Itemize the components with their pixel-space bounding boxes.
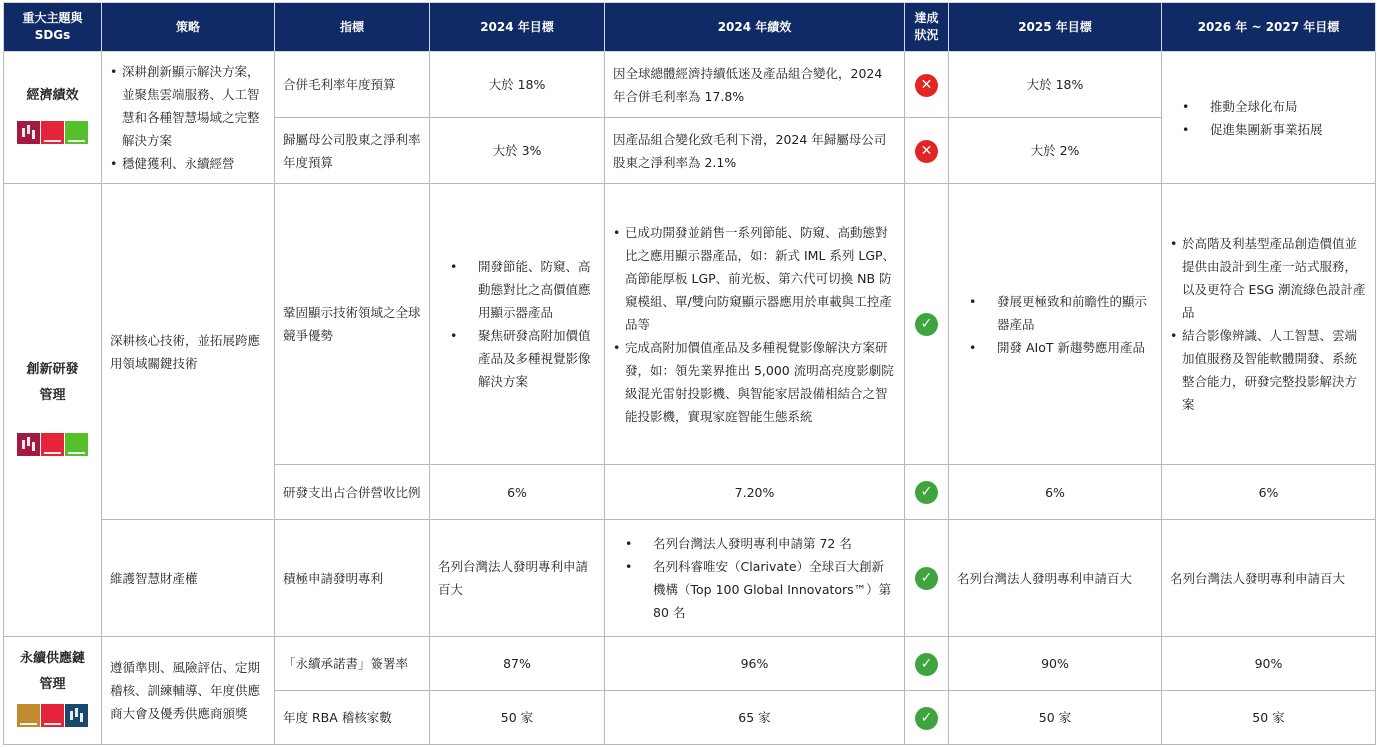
theme-economic: [4, 52, 102, 184]
target-2024-cell: 名列台灣法人發明專利申請百大: [430, 520, 605, 637]
esg-goals-table: [3, 2, 1376, 745]
sdg-icons: [17, 121, 88, 144]
list-item: • 已成功開發並銷售一系列節能、防窺、高動態對比之應用顯示器產品，如：新式 IML 系列 LGP、高節能厚板 LGP、前光板、第六代可切換 NB 防窺模組、單/雙向防窺顯示器應用於車載與工控產品等: [613, 221, 896, 336]
check-circle-icon: ✓: [915, 313, 938, 336]
theme-innovation: [4, 184, 102, 637]
indicator-cell: 合併毛利率年度預算: [275, 52, 430, 118]
target-2024-cell: 6%: [430, 465, 605, 520]
list-item: • 完成高附加價值產品及多種視覺影像解決方案研發，如：領先業界推出 5,000 流明高亮度影劇院級混光雷射投影機、與智能家居設備相結合之智能投影機，實現家庭智能生態系統: [613, 336, 896, 428]
header-target-2026-2027: 2026 年 ~ 2027 年目標: [1162, 3, 1376, 52]
target-2026-cell: [1162, 184, 1376, 465]
x-circle-icon: ✕: [915, 140, 938, 163]
status-cell: [905, 465, 949, 520]
indicator-cell: 鞏固顯示技術領域之全球競爭優勢: [275, 184, 430, 465]
theme-name: 管理: [39, 387, 66, 403]
list-item: • 名列科睿唯安（Clarivate）全球百大創新機構（Top 100 Global Innovators™）第 80 名: [613, 555, 896, 624]
list-item: • 穩健獲利、永續經營: [110, 152, 266, 175]
table-row: [4, 637, 1376, 691]
theme-name: 創新研發: [26, 361, 79, 377]
header-performance-2024: 2024 年績效: [605, 3, 905, 52]
strategy-innovation: 深耕核心技術，並拓展跨應用領域關鍵技術: [102, 184, 275, 520]
list-item: • 聚焦研發高附加價值產品及多種視覺影像解決方案: [438, 324, 596, 393]
sdg-12-icon: [17, 704, 40, 727]
list-item: • 推動全球化布局: [1170, 95, 1367, 118]
indicator-cell: 研發支出占合併營收比例: [275, 465, 430, 520]
table-row: [4, 184, 1376, 465]
header-status: 達成 狀況: [905, 3, 949, 52]
sdg-8-icon: [17, 433, 40, 456]
list-item: • 結合影像辨識、人工智慧、雲端加值服務及智能軟體開發、系統整合能力，研發完整投影解決方案: [1170, 324, 1367, 416]
performance-2024-cell: 96%: [605, 637, 905, 691]
strategy-ip: 維護智慧財產權: [102, 520, 275, 637]
sdg-3-icon: [65, 433, 88, 456]
status-cell: [905, 637, 949, 691]
list-item: • 深耕創新顯示解決方案，並聚焦雲端服務、人工智慧和各種智慧場域之完整解決方案: [110, 60, 266, 152]
target-2025-cell: 名列台灣法人發明專利申請百大: [949, 520, 1162, 637]
performance-2024-cell: 65 家: [605, 691, 905, 745]
table-row: [4, 520, 1376, 637]
target-2024-cell: [430, 184, 605, 465]
target-2024-cell: 87%: [430, 637, 605, 691]
theme-name: 管理: [39, 677, 66, 692]
header-row: [4, 3, 1376, 52]
status-cell: [905, 184, 949, 465]
target-2025-cell: 90%: [949, 637, 1162, 691]
sdg-icons: [17, 433, 88, 456]
target-2026-cell: 名列台灣法人發明專利申請百大: [1162, 520, 1376, 637]
target-2025-cell: 50 家: [949, 691, 1162, 745]
target-2026-economic: [1162, 52, 1376, 184]
sdg-8-icon: [17, 121, 40, 144]
target-2026-cell: 50 家: [1162, 691, 1376, 745]
target-2024-cell: 大於 18%: [430, 52, 605, 118]
check-circle-icon: ✓: [915, 567, 938, 590]
indicator-cell: 積極申請發明專利: [275, 520, 430, 637]
x-circle-icon: ✕: [915, 74, 938, 97]
strategy-economic: [102, 52, 275, 184]
sdg-icons: [17, 704, 88, 727]
header-target-2024: 2024 年目標: [430, 3, 605, 52]
status-cell: [905, 118, 949, 184]
status-cell: [905, 52, 949, 118]
check-circle-icon: ✓: [915, 653, 938, 676]
performance-2024-cell: 因產品組合變化致毛利下滑，2024 年歸屬母公司股東之淨利率為 2.1%: [605, 118, 905, 184]
target-2025-cell: [949, 184, 1162, 465]
target-2026-cell: 6%: [1162, 465, 1376, 520]
sdg-5-icon: [41, 704, 64, 727]
header-indicator: 指標: [275, 3, 430, 52]
sdg-3-icon: [65, 121, 88, 144]
target-2025-cell: 大於 2%: [949, 118, 1162, 184]
indicator-cell: 歸屬母公司股東之淨利率年度預算: [275, 118, 430, 184]
performance-2024-cell: 7.20%: [605, 465, 905, 520]
header-strategy: 策略: [102, 3, 275, 52]
list-item: • 開發 AIoT 新趨勢應用產品: [957, 336, 1153, 359]
performance-2024-cell: [605, 520, 905, 637]
indicator-cell: 「永續承諾書」簽署率: [275, 637, 430, 691]
target-2025-cell: 大於 18%: [949, 52, 1162, 118]
list-item: • 於高階及利基型產品創造價值並提供由設計到生產一站式服務，以及更符合 ESG 潮流綠色設計產品: [1170, 232, 1367, 324]
header-target-2025: 2025 年目標: [949, 3, 1162, 52]
list-item: • 名列台灣法人發明專利申請第 72 名: [613, 532, 896, 555]
list-item: • 發展更極致和前瞻性的顯示器產品: [957, 290, 1153, 336]
target-2024-cell: 50 家: [430, 691, 605, 745]
status-cell: [905, 691, 949, 745]
theme-name: 永續供應鏈: [19, 651, 85, 666]
theme-name: 經濟績效: [26, 88, 79, 103]
status-cell: [905, 520, 949, 637]
target-2024-cell: 大於 3%: [430, 118, 605, 184]
list-item: • 促進集團新事業拓展: [1170, 118, 1367, 141]
list-item: • 開發節能、防窺、高動態對比之高價值應用顯示器產品: [438, 255, 596, 324]
target-2025-cell: 6%: [949, 465, 1162, 520]
sdg-16-icon: [65, 704, 88, 727]
table-row: [4, 52, 1376, 118]
target-2026-cell: 90%: [1162, 637, 1376, 691]
indicator-cell: 年度 RBA 稽核家數: [275, 691, 430, 745]
sdg-1-icon: [41, 433, 64, 456]
check-circle-icon: ✓: [915, 707, 938, 730]
header-theme: 重大主題與 SDGs: [4, 3, 102, 52]
performance-2024-cell: 因全球總體經濟持續低迷及產品組合變化，2024 年合併毛利率為 17.8%: [605, 52, 905, 118]
sdg-1-icon: [41, 121, 64, 144]
check-circle-icon: ✓: [915, 481, 938, 504]
strategy-supply-chain: 遵循準則、風險評估、定期稽核、訓練輔導、年度供應商大會及優秀供應商頒獎: [102, 637, 275, 745]
performance-2024-cell: [605, 184, 905, 465]
theme-supply-chain: [4, 637, 102, 745]
